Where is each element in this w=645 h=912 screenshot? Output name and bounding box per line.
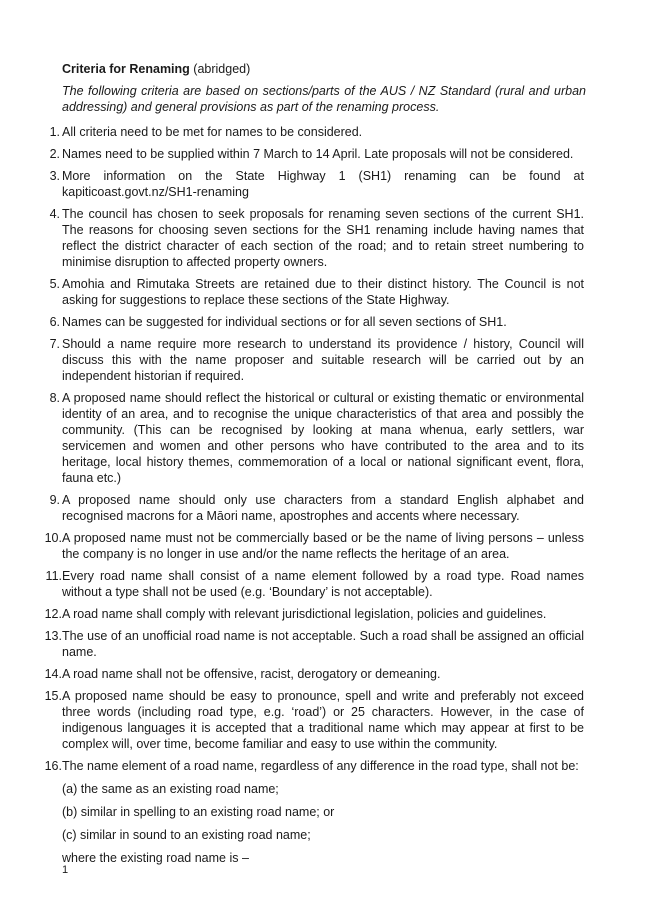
- item-text: A proposed name must not be commercially based or be the name of living persons – unless the company is no longer in use and/or the name reflects the heritage of an area.: [62, 531, 584, 561]
- item-text: All criteria need to be met for names to be considered.: [62, 125, 363, 139]
- item-text: Every road name shall consist of a name element followed by a road type. Road names without a type shall not be used (e.g. ‘Boundary’ is not acceptable).: [62, 569, 584, 599]
- list-item: [0, 276, 584, 308]
- list-item: [0, 492, 584, 524]
- item-text: Should a name require more research to understand its providence / history, Council will discuss this with the name proposer and suitable research will be carried out by an independent historian if required.: [62, 337, 584, 383]
- list-item: [0, 606, 584, 622]
- list-item: [0, 530, 584, 562]
- item-number: 3.: [49, 169, 60, 183]
- list-item: [0, 628, 584, 660]
- list-item: [0, 146, 584, 162]
- section-heading: [62, 61, 250, 77]
- heading-bold: Criteria for Renaming: [62, 62, 190, 76]
- item-number: 16.: [44, 759, 62, 773]
- list-item: [0, 168, 584, 200]
- item-text: The use of an unofficial road name is not acceptable. Such a road shall be assigned an official name.: [62, 629, 584, 659]
- page-number: 1: [62, 864, 69, 876]
- item-text: A proposed name should only use characters from a standard English alphabet and recognised macrons for a Māori name, apostrophes and accents where necessary.: [62, 493, 584, 523]
- item-number: 13.: [44, 629, 62, 643]
- criteria-list: [0, 124, 645, 872]
- item-number: 2.: [49, 147, 60, 161]
- item-text: Names need to be supplied within 7 March to 14 April. Late proposals will not be considered.: [62, 147, 574, 161]
- item-number: 14.: [44, 667, 62, 681]
- item-number: 10.: [44, 531, 62, 545]
- intro-paragraph: The following criteria are based on sections/parts of the AUS / NZ Standard (rural and urban addressing) and general provisions as part of the renaming process.: [62, 84, 586, 114]
- list-item: [0, 206, 584, 270]
- list-item: [0, 568, 584, 600]
- item-number: 9.: [49, 493, 60, 507]
- item-text: The council has chosen to seek proposals for renaming seven sections of the current SH1. The reasons for choosing seven sections for the SH1 renaming include having names that reflect the district character of each section of the road; and to retain street numbering to minimise disruption to affected property owners.: [62, 207, 584, 269]
- item-text: The name element of a road name, regardless of any difference in the road type, shall not be:: [62, 759, 579, 773]
- item-text: A road name shall comply with relevant jurisdictional legislation, policies and guidelines.: [62, 607, 547, 621]
- item-text: A proposed name should reflect the historical or cultural or existing thematic or environmental identity of an area, and to recognise the unique characteristics of that area and possibly the community. (This can be recognised by looking at mana whenua, early settlers, war servicemen and women and other persons who have contributed to the area and to its heritage, local history themes, commemoration of a local or national significant event, flora, fauna etc.): [62, 391, 584, 485]
- item-number: 4.: [49, 207, 60, 221]
- item-number: 1.: [49, 125, 60, 139]
- item-text: More information on the State Highway 1 (SH1) renaming can be found at kapiticoast.govt.nz/SH1-renaming: [62, 169, 584, 199]
- list-item: [0, 124, 584, 140]
- item-text: Amohia and Rimutaka Streets are retained due to their distinct history. The Council is not asking for suggestions to replace these sections of the State Highway.: [62, 277, 584, 307]
- item-number: 11.: [45, 569, 62, 583]
- item-text: Names can be suggested for individual sections or for all seven sections of SH1.: [62, 315, 507, 329]
- sub-clause: where the existing road name is –: [62, 851, 249, 865]
- item-number: 7.: [49, 337, 60, 351]
- list-item: [0, 666, 584, 682]
- list-item: [0, 314, 584, 330]
- sub-clause: (a) the same as an existing road name;: [62, 782, 279, 796]
- list-item: [0, 336, 584, 384]
- list-item: [0, 688, 584, 752]
- heading-suffix: (abridged): [189, 62, 251, 76]
- list-item: [0, 390, 584, 486]
- item-number: 12.: [44, 607, 62, 621]
- item-number: 5.: [49, 277, 60, 291]
- item-number: 8.: [49, 391, 60, 405]
- item-number: 6.: [49, 315, 60, 329]
- sub-clause: (c) similar in sound to an existing road name;: [62, 828, 311, 842]
- list-item: [0, 758, 584, 866]
- item-number: 15.: [44, 689, 62, 703]
- sub-clause: (b) similar in spelling to an existing road name; or: [62, 805, 335, 819]
- item-text: A proposed name should be easy to pronounce, spell and write and preferably not exceed three words (including road type, e.g. ‘road’) or 25 characters. However, in the case of indigenous languages it is accepted that a traditional name which may appear at first to be complex will, over time, become familiar and easy to use within the community.: [62, 689, 584, 751]
- item-text: A road name shall not be offensive, racist, derogatory or demeaning.: [62, 667, 441, 681]
